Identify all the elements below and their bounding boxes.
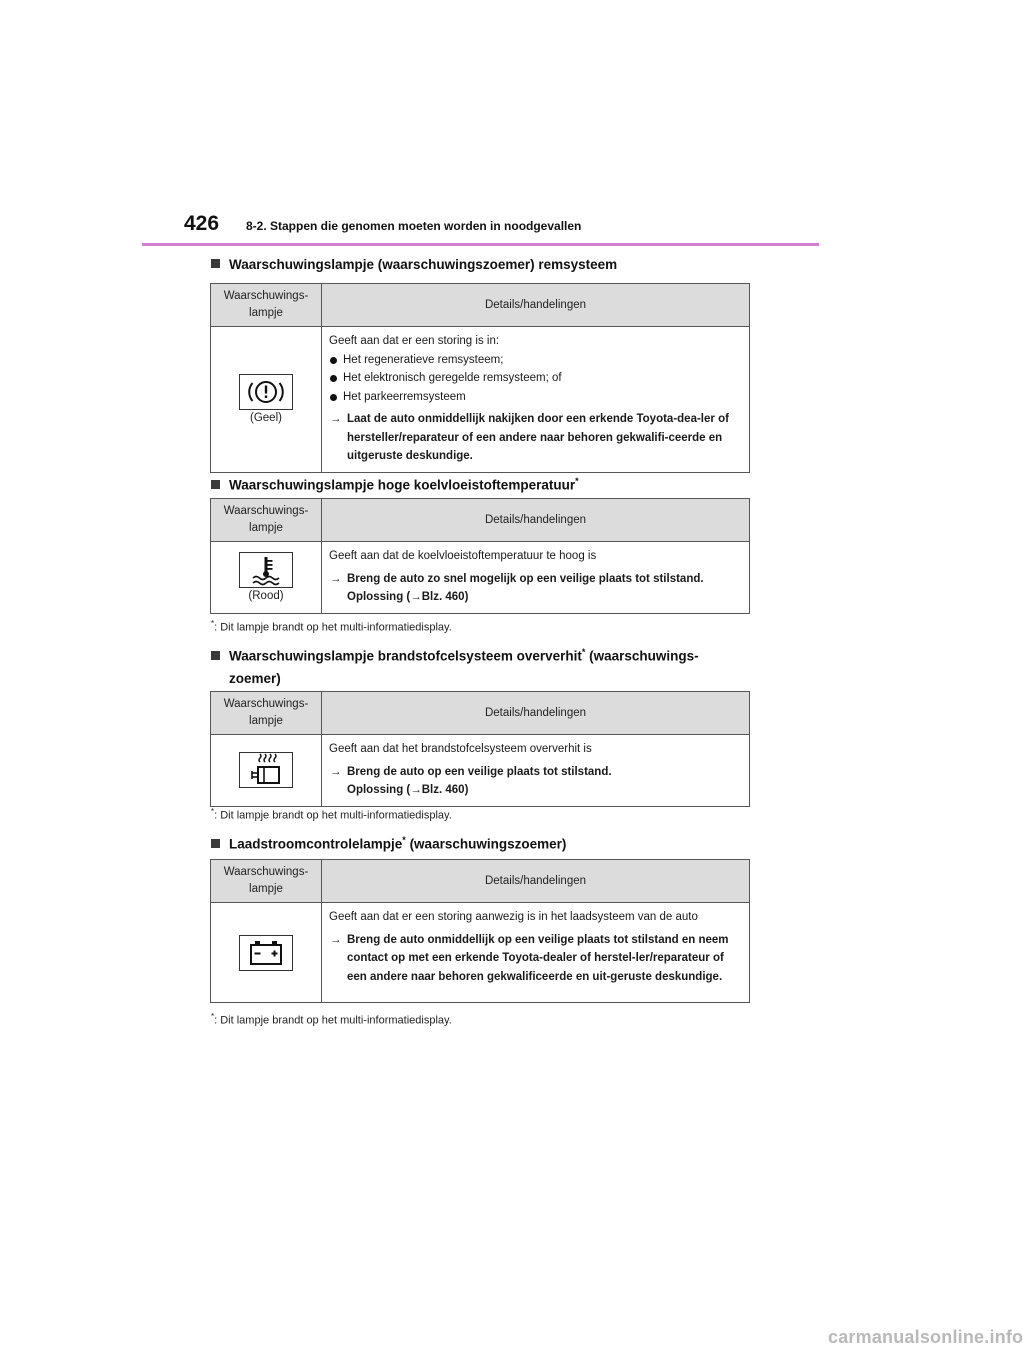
lamp-cell — [211, 542, 322, 614]
arrow-icon: → — [330, 933, 342, 946]
column-header-details: Details/handelingen — [322, 284, 750, 327]
lamp-cell — [211, 735, 322, 807]
header-divider — [142, 243, 819, 246]
section-heading-coolant — [211, 470, 579, 497]
section-heading-brake — [211, 254, 617, 276]
footnote: *: Dit lampje brandt op het multi-informatiedisplay. — [211, 807, 452, 822]
brake-warning-icon — [239, 374, 293, 410]
heading-text: Waarschuwingslampje hoge koelvloeistoftemperatuur — [229, 477, 576, 493]
heading-text-line2: zoemer) — [229, 670, 281, 686]
heading-text: Waarschuwingslampje (waarschuwingszoemer) remsysteem — [229, 257, 618, 272]
footnote: *: Dit lampje brandt op het multi-informatiedisplay. — [211, 619, 452, 634]
column-header-lamp: Waarschuwings- lampje — [211, 499, 322, 542]
lamp-cell — [211, 327, 322, 473]
lamp-color-label: (Rood) — [248, 590, 284, 603]
coolant-temperature-icon — [239, 552, 293, 588]
page-reference: Oplossing (→Blz. 460) — [347, 784, 469, 796]
page-number: 426 — [184, 212, 220, 235]
battery-charge-icon — [239, 935, 293, 971]
action-instruction: → Laat de auto onmiddellijk nakijken door een erkende Toyota-dea-ler of hersteller/reparateur of een andere naar behoren gekwalifi-ceerde en uitgeruste deskundige. — [329, 410, 741, 466]
column-header-lamp: Waarschuwings- lampje — [211, 692, 322, 735]
column-header-lamp: Waarschuwings- lampje — [211, 860, 322, 903]
square-bullet-icon — [211, 651, 220, 660]
details-intro: Geeft aan dat de koelvloeistoftemperatuur te hoog is — [329, 550, 597, 562]
action-instruction: → Breng de auto op een veilige plaats tot stilstand. Oplossing (→Blz. 460) — [329, 763, 741, 800]
heading-text: Waarschuwingslampje brandstofcelsysteem oververhit — [229, 648, 582, 664]
details-intro: Geeft aan dat er een storing aanwezig is in het laadsysteem van de auto — [329, 911, 698, 923]
fuel-cell-overheat-icon — [239, 752, 293, 788]
details-cell — [322, 735, 750, 807]
column-header-details: Details/handelingen — [322, 860, 750, 903]
section-heading-charging: Laadstroomcontrolelampje* (waarschuwingszoemer) — [211, 829, 566, 856]
page-reference: Oplossing (→Blz. 460) — [347, 591, 469, 603]
section-heading-fuel-cell: Waarschuwingslampje brandstofcelsysteem oververhit* (waarschuwings- zoemer) — [211, 641, 699, 690]
arrow-icon: → — [330, 413, 342, 425]
brake-warning-table — [210, 283, 750, 473]
heading-text: Laadstroomcontrolelampje — [229, 836, 403, 852]
column-header-lamp: Waarschuwings- lampje — [211, 284, 322, 327]
footnote-mark: * — [575, 476, 579, 486]
square-bullet-icon — [211, 259, 220, 268]
details-cell — [322, 327, 750, 473]
section-title: 8-2. Stappen die genomen moeten worden in noodgevallen — [246, 219, 582, 233]
details-cell — [322, 542, 750, 614]
details-cell — [322, 903, 750, 1003]
arrow-icon: → — [330, 765, 342, 778]
square-bullet-icon — [211, 480, 220, 489]
storing-list — [329, 351, 741, 407]
arrow-icon: → — [330, 572, 342, 585]
action-instruction: → Breng de auto zo snel mogelijk op een veilige plaats tot stilstand. Oplossing (→Blz. 460) — [329, 570, 741, 607]
lamp-color-label: (Geel) — [250, 412, 282, 425]
charging-warning-table — [210, 859, 750, 1003]
list-item: Het parkeerremsysteem — [329, 388, 741, 407]
footnote: *: Dit lampje brandt op het multi-informatiedisplay. — [211, 1012, 452, 1027]
column-header-details: Details/handelingen — [322, 692, 750, 735]
column-header-details: Details/handelingen — [322, 499, 750, 542]
list-item: Het regeneratieve remsysteem; — [329, 351, 741, 370]
fuel-cell-warning-table — [210, 691, 750, 807]
coolant-warning-table — [210, 498, 750, 614]
square-bullet-icon — [211, 839, 220, 848]
footnote-mark: * — [581, 647, 586, 657]
footnote-mark: * — [402, 835, 406, 845]
list-item: Het elektronisch geregelde remsysteem; of — [329, 369, 741, 388]
details-intro: Geeft aan dat er een storing is in: — [329, 335, 500, 347]
action-instruction: → Breng de auto onmiddellijk op een veilige plaats tot stilstand en neem contact op met een erkende Toyota-dealer of herstel-ler/reparateur of een andere naar behoren gekwalificeerde en uit-geruste deskundige. — [329, 931, 741, 987]
watermark: carmanualsonline.info — [828, 1327, 1023, 1347]
lamp-cell — [211, 903, 322, 1003]
details-intro: Geeft aan dat het brandstofcelsysteem oververhit is — [329, 743, 592, 755]
